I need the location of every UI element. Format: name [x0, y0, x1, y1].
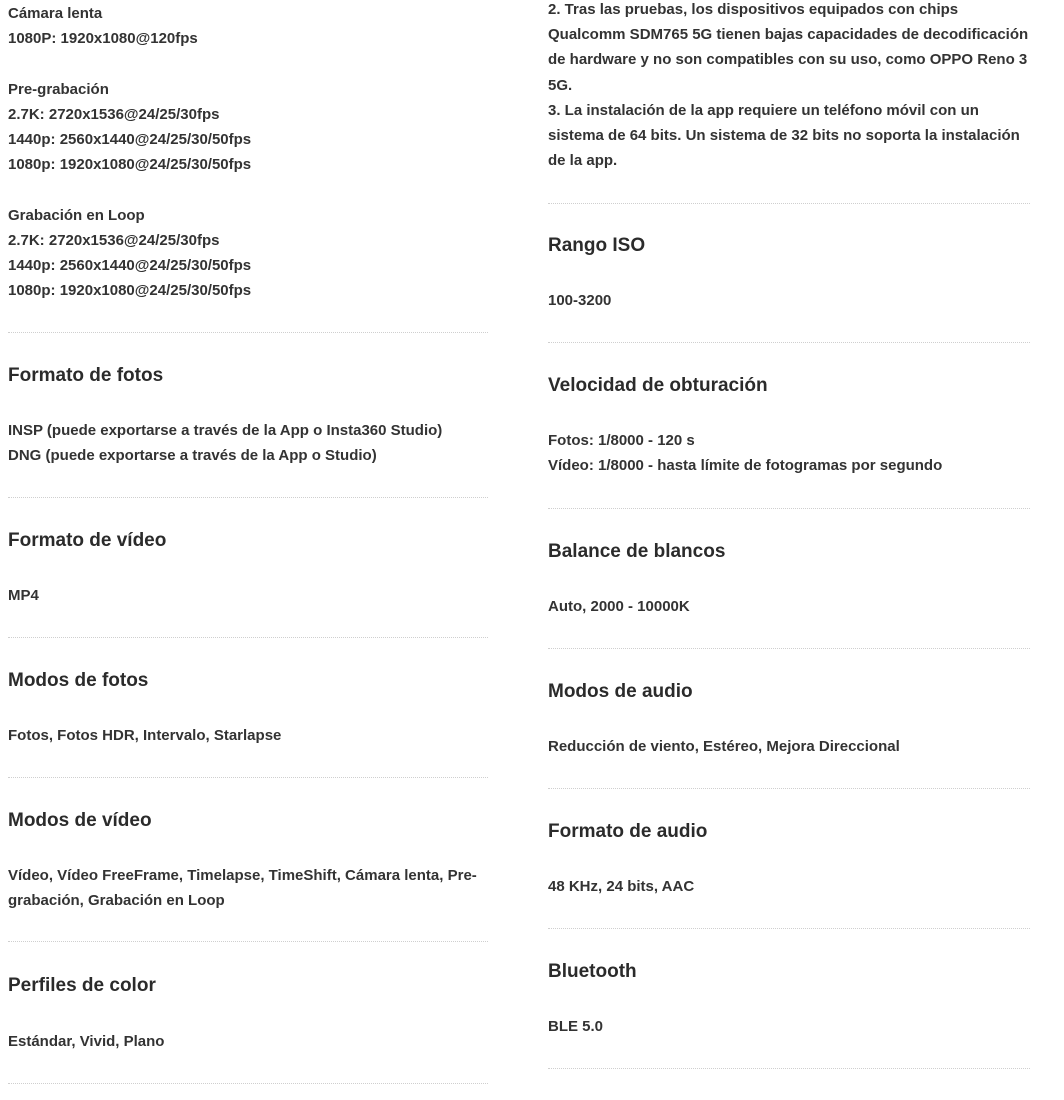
intro-line: Pre-grabación: [8, 80, 109, 98]
divider: [8, 941, 488, 942]
section-value-shutter-speed: [548, 428, 1030, 478]
section-title-photo-modes: Modos de fotos: [8, 670, 149, 691]
divider: [548, 203, 1030, 204]
intro-line: Grabación en Loop: [8, 206, 145, 224]
divider: [8, 497, 488, 498]
section-value-audio-modes: [548, 734, 1030, 759]
divider: [8, 637, 488, 638]
section-value-iso-range: [548, 288, 1030, 313]
section-value-audio-format: [548, 874, 1030, 899]
divider: [548, 648, 1030, 649]
section-title-video-modes: Modos de vídeo: [8, 810, 152, 831]
section-title-audio-modes: Modos de audio: [548, 681, 693, 702]
intro-line: 1080p: 1920x1080@24/25/30/50fps: [8, 156, 252, 174]
intro-line: 1440p: 2560x1440@24/25/30/50fps: [8, 257, 252, 274]
compatibility-notes: [548, 0, 1030, 173]
section-title-color-profiles: Perfiles de color: [8, 975, 156, 996]
divider: [8, 332, 488, 333]
intro-line: 2.7K: 2720x1536@24/25/30fps: [8, 105, 220, 123]
intro-text: [8, 1, 488, 303]
section-title-video-format: Formato de vídeo: [8, 530, 167, 551]
divider: [548, 1068, 1030, 1069]
value-line: Estándar, Vivid, Plano: [8, 1033, 165, 1050]
divider: [548, 508, 1030, 509]
intro-line: 1080P: 1920x1080@120fps: [8, 30, 198, 48]
section-title-audio-format: Formato de audio: [548, 821, 708, 842]
section-value-photo-modes: [8, 723, 488, 748]
divider: [548, 788, 1030, 789]
section-value-bluetooth: [548, 1014, 1030, 1039]
divider: [8, 777, 488, 778]
value-line: BLE 5.0: [548, 1018, 604, 1035]
intro-line: Cámara lenta: [8, 5, 103, 22]
value-line: 48 KHz, 24 bits, AAC: [548, 878, 695, 895]
value-line: Fotos, Fotos HDR, Intervalo, Starlapse: [8, 727, 282, 744]
intro-line: 1080p: 1920x1080@24/25/30/50fps: [8, 282, 252, 300]
video-modes-detail: [8, 1, 488, 303]
section-title-iso-range: Rango ISO: [548, 235, 646, 256]
section-value-color-profiles: [8, 1029, 488, 1054]
section-title-photo-format: Formato de fotos: [8, 365, 164, 386]
intro-line: 2.7K: 2720x1536@24/25/30fps: [8, 231, 220, 249]
section-title-white-balance: Balance de blancos: [548, 541, 726, 562]
note-text: [548, 0, 1030, 173]
divider: [548, 928, 1030, 929]
section-title-shutter-speed: Velocidad de obturación: [548, 375, 768, 396]
section-title-bluetooth: Bluetooth: [548, 961, 637, 982]
note-line: 3. La instalación de la app requiere un teléfono móvil con un sistema de 64 bits. Un sistema de 32 bits no soporta la instalación de la app.: [548, 101, 1020, 170]
note-line: 2. Tras las pruebas, los dispositivos equipados con chips Qualcomm SDM765 5G tienen bajas capacidades de decodificación de hardware y no son compatibles con su uso, como OPPO Reno 3 5G.: [548, 1, 1029, 94]
intro-line: 1440p: 2560x1440@24/25/30/50fps: [8, 131, 252, 148]
value-line: Vídeo, Vídeo FreeFrame, Timelapse, TimeShift, Cámara lenta, Pre-grabación, Grabación en Loop: [8, 867, 477, 910]
value-line: INSP (puede exportarse a través de la App o Insta360 Studio): [8, 422, 443, 439]
divider: [548, 342, 1030, 343]
section-value-white-balance: [548, 594, 1030, 619]
value-line: Vídeo: 1/8000 - hasta límite de fotogramas por segundo: [548, 457, 943, 475]
section-value-video-format: [8, 583, 488, 608]
value-line: Auto, 2000 - 10000K: [548, 598, 690, 615]
section-value-video-modes: [8, 863, 488, 913]
value-line: Fotos: 1/8000 - 120 s: [548, 432, 695, 449]
value-line: MP4: [8, 587, 39, 604]
value-line: DNG (puede exportarse a través de la App o Studio): [8, 447, 377, 465]
value-line: 100-3200: [548, 292, 612, 309]
value-line: Reducción de viento, Estéreo, Mejora Direccional: [548, 738, 900, 755]
divider: [8, 1083, 488, 1084]
section-value-photo-format: [8, 418, 488, 468]
